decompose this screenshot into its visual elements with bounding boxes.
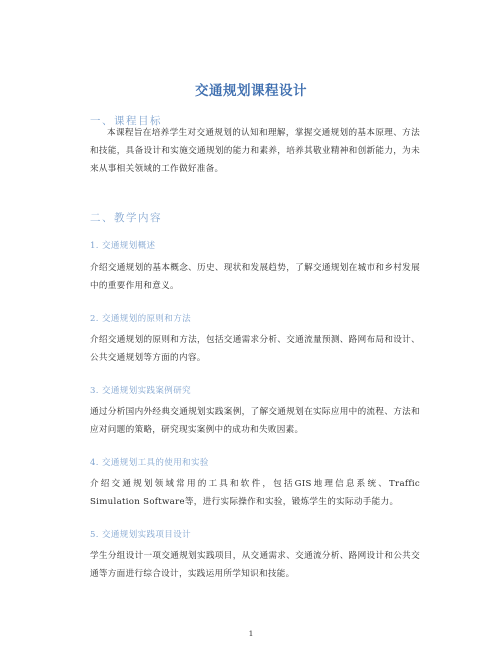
subsection-paragraph-tools: 介绍交通规划领域常用的工具和软件，包括GIS地理信息系统、Traffic Simulation Software等，进行实际操作和实验，锻炼学生的实际动手能力。	[90, 479, 420, 507]
section-heading-course-objectives: 一、课程目标	[90, 115, 162, 127]
document-title: 交通规划课程设计	[195, 83, 307, 99]
page-number: 1	[248, 629, 254, 638]
subsection-title-overview: 1. 交通规划概述	[90, 241, 156, 251]
subsection-paragraph-principles: 介绍交通规划的原则和方法，包括交通需求分析、交通流量预测、路网布局和设计、公共交通规划等方面的内容。	[90, 335, 420, 363]
subsection-title-project: 5. 交通规划实践项目设计	[90, 530, 192, 540]
subsection-title-principles: 2. 交通规划的原则和方法	[90, 314, 192, 324]
section-paragraph-course-objectives: 本课程旨在培养学生对交通规划的认知和理解，掌握交通规划的基本原理、方法和技能，具备设计和实施交通规划的能力和素养，培养其敬业精神和创新能力，为未来从事相关领域的工作做好准备。	[90, 128, 420, 174]
subsection-paragraph-project: 学生分组设计一项交通规划实践项目，从交通需求、交通流分析、路网设计和公共交通等方面进行综合设计，实践运用所学知识和技能。	[90, 551, 420, 579]
subsection-paragraph-overview: 介绍交通规划的基本概念、历史、现状和发展趋势，了解交通规划在城市和乡村发展中的重要作用和意义。	[90, 263, 420, 291]
subsection-paragraph-case-studies: 通过分析国内外经典交通规划实践案例，了解交通规划在实际应用中的流程、方法和应对问题的策略，研究现实案例中的成功和失败因素。	[90, 407, 420, 435]
section-heading-teaching-content: 二、教学内容	[90, 212, 162, 224]
subsection-title-case-studies: 3. 交通规划实践案例研究	[90, 386, 192, 396]
subsection-title-tools: 4. 交通规划工具的使用和实验	[90, 458, 209, 468]
